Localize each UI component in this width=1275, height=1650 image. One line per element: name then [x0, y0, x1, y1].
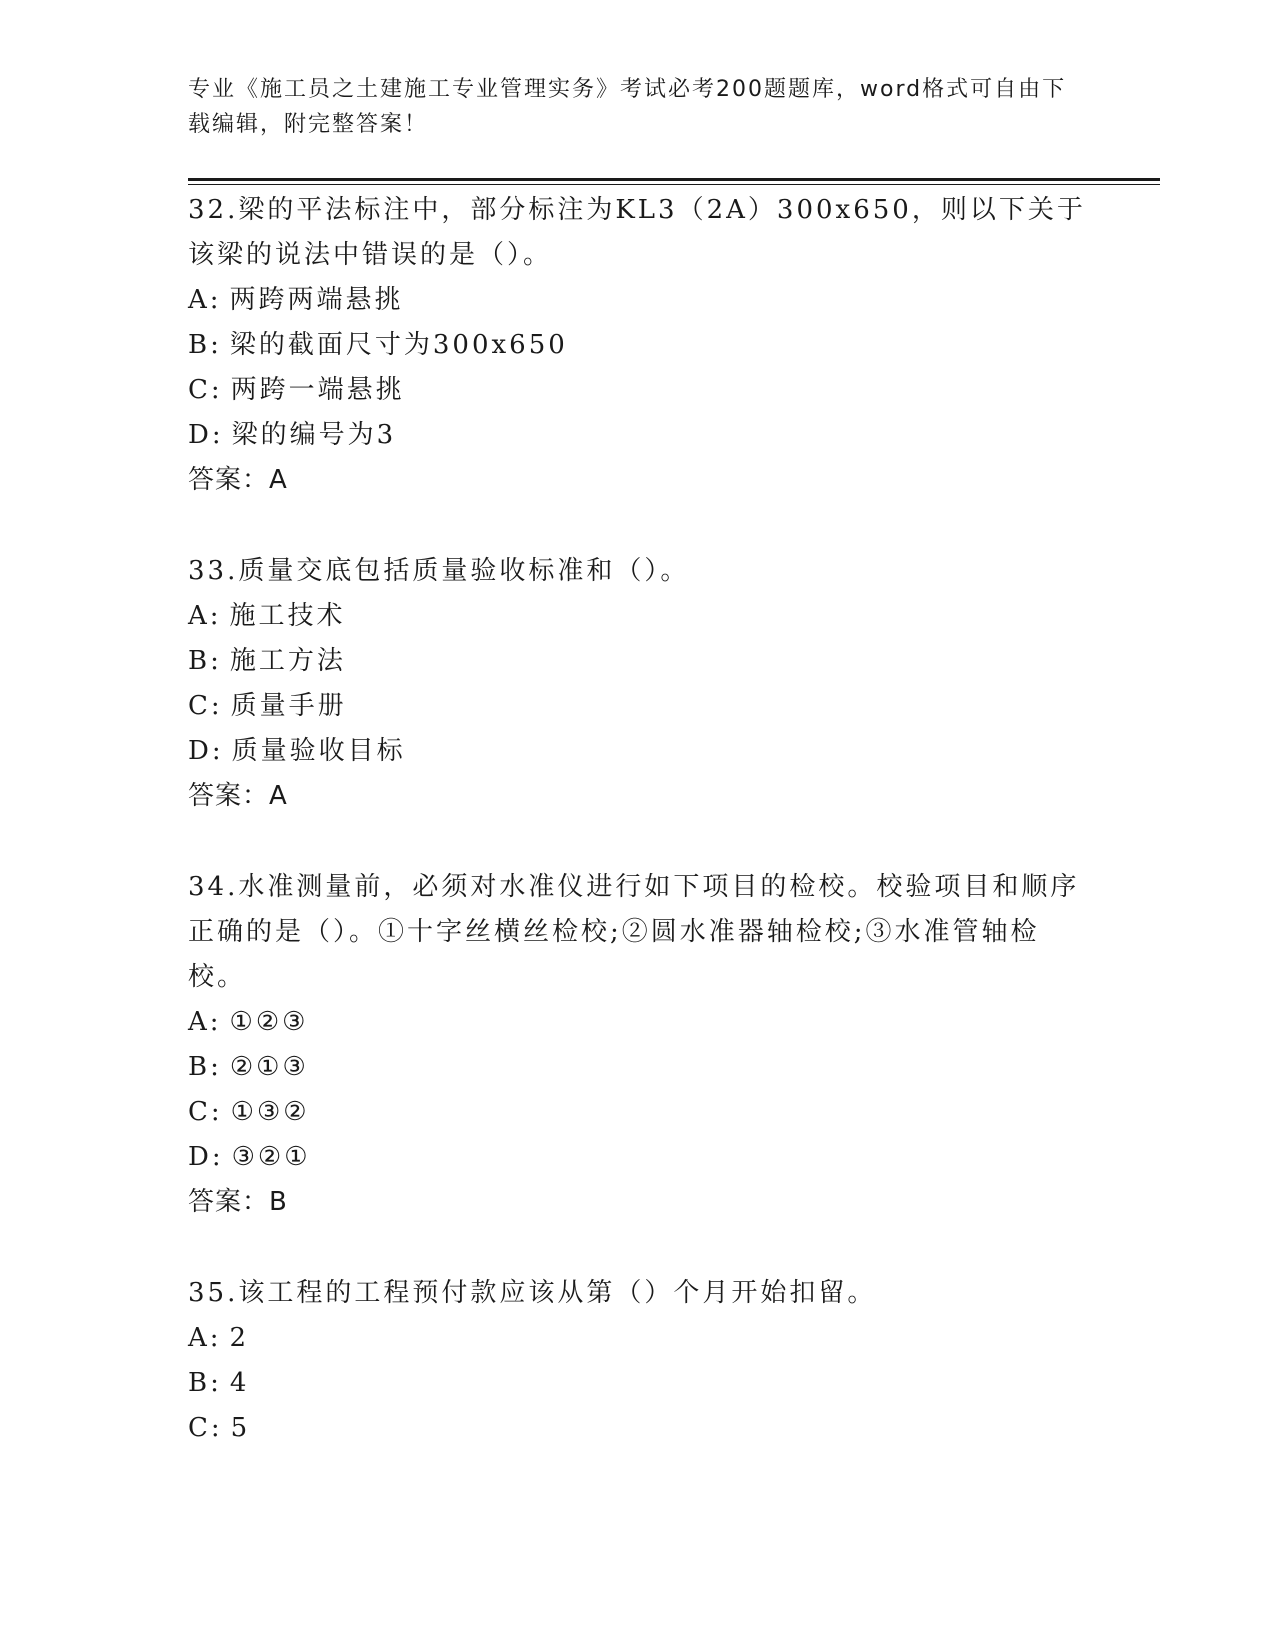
- header-divider-thin: [188, 184, 1160, 185]
- option-text: 5: [230, 1413, 251, 1443]
- option-a: [188, 278, 1088, 323]
- option-key: B:: [188, 1368, 222, 1398]
- option-key: C:: [188, 691, 223, 721]
- option-key: A:: [188, 1007, 222, 1037]
- option-key: D:: [188, 736, 224, 766]
- answer-value: A: [269, 465, 288, 495]
- option-text: 质量手册: [230, 691, 347, 721]
- answer-label: 答案：: [188, 465, 270, 495]
- option-d: [188, 729, 1088, 774]
- option-text: 质量验收目标: [231, 736, 406, 766]
- option-text: 两跨一端悬挑: [230, 375, 405, 405]
- option-text: ②①③: [229, 1052, 309, 1082]
- question-stem: 33.质量交底包括质量验收标准和（）。: [188, 556, 690, 586]
- option-b: [188, 323, 1088, 368]
- option-d: [188, 1135, 1088, 1180]
- option-d: [188, 413, 1088, 458]
- option-key: B:: [188, 330, 222, 360]
- header-divider-thick: [188, 178, 1160, 181]
- option-a: [188, 1000, 1088, 1045]
- option-b: [188, 1361, 1088, 1406]
- answer-line: [188, 1180, 1088, 1225]
- option-key: A:: [188, 1323, 222, 1353]
- option-key: D:: [188, 420, 224, 450]
- answer-value: A: [269, 781, 288, 811]
- option-text: 4: [229, 1368, 250, 1398]
- option-key: C:: [188, 1097, 223, 1127]
- option-text: 施工技术: [229, 601, 346, 631]
- answer-line: [188, 458, 1088, 503]
- option-text: 梁的编号为3: [231, 420, 397, 450]
- option-key: B:: [188, 1052, 222, 1082]
- option-text: 施工方法: [229, 646, 346, 676]
- option-text: 两跨两端悬挑: [229, 285, 404, 315]
- option-c: [188, 1406, 1088, 1451]
- answer-label: 答案：: [188, 1187, 270, 1217]
- question-list: [188, 188, 1088, 1497]
- option-text: 梁的截面尺寸为300x650: [229, 330, 568, 360]
- question-stem: 35.该工程的工程预付款应该从第（）个月开始扣留。: [188, 1278, 877, 1308]
- option-key: A:: [188, 285, 222, 315]
- option-c: [188, 1090, 1088, 1135]
- answer-line: [188, 774, 1088, 819]
- option-text: ①②③: [229, 1007, 309, 1037]
- option-key: C:: [188, 1413, 223, 1443]
- option-c: [188, 684, 1088, 729]
- question-stem: 34.水准测量前，必须对水准仪进行如下项目的检校。校验项目和顺序正确的是（）。①十字丝横丝检校;②圆水准器轴检校;③水准管轴检校。: [188, 872, 1080, 992]
- option-a: [188, 1316, 1088, 1361]
- option-b: [188, 639, 1088, 684]
- option-text: ③②①: [231, 1142, 311, 1172]
- question-35: [188, 1271, 1088, 1451]
- option-a: [188, 594, 1088, 639]
- answer-value: B: [269, 1187, 288, 1217]
- option-key: C:: [188, 375, 223, 405]
- option-text: ①③②: [230, 1097, 310, 1127]
- answer-label: 答案：: [188, 781, 270, 811]
- question-stem: 32.梁的平法标注中，部分标注为KL3（2A）300x650，则以下关于该梁的说法中错误的是（）。: [188, 195, 1086, 270]
- option-key: D:: [188, 1142, 224, 1172]
- question-34: [188, 865, 1088, 1225]
- option-key: B:: [188, 646, 222, 676]
- option-c: [188, 368, 1088, 413]
- option-b: [188, 1045, 1088, 1090]
- question-32: [188, 188, 1088, 503]
- option-text: 2: [229, 1323, 250, 1353]
- document-header: 专业《施工员之土建施工专业管理实务》考试必考200题题库，word格式可自由下载编辑，附完整答案！: [188, 77, 1067, 137]
- question-33: [188, 549, 1088, 819]
- option-key: A:: [188, 601, 222, 631]
